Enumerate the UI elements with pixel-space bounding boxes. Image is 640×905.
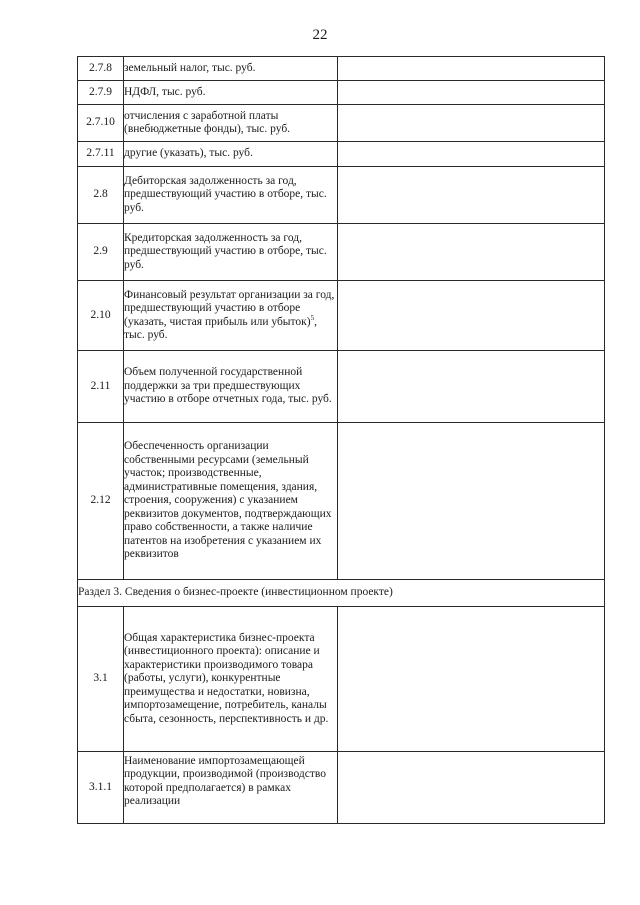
row-number: 3.1 xyxy=(78,607,124,752)
description-text: Наименование импортозамещающей продукции, производимой (производство которой предполагается) в рамках реализации xyxy=(124,754,326,807)
table-row xyxy=(78,142,605,167)
table-row xyxy=(78,167,605,224)
value-cell[interactable] xyxy=(338,607,605,752)
table-row xyxy=(78,105,605,142)
table-row xyxy=(78,224,605,281)
table-row xyxy=(78,351,605,423)
row-description: другие (указать), тыс. руб. xyxy=(124,142,338,167)
value-cell[interactable] xyxy=(338,57,605,81)
row-number: 2.7.11 xyxy=(78,142,124,167)
row-number: 2.9 xyxy=(78,224,124,281)
row-number: 2.7.9 xyxy=(78,81,124,105)
row-number: 2.7.10 xyxy=(78,105,124,142)
row-number: 2.10 xyxy=(78,281,124,351)
footnote-marker: 5 xyxy=(310,313,315,322)
page-number: 22 xyxy=(312,27,328,43)
value-cell[interactable] xyxy=(338,105,605,142)
table-row xyxy=(78,81,605,105)
value-cell[interactable] xyxy=(338,167,605,224)
row-description: Объем полученной государственной поддержки за три предшествующих участию в отборе отчетных года, тыс. руб. xyxy=(124,351,338,423)
row-description: Дебиторская задолженность за год, предшествующий участию в отборе, тыс. руб. xyxy=(124,167,338,224)
row-description: Общая характеристика бизнес-проекта (инвестиционного проекта): описание и характеристики производимого товара (работы, услуги), конкурентные преимущества и недостатки, новизна, импортозамещение, потребитель, каналы сбыта, сезонность, перспективность и др. xyxy=(124,607,338,752)
application-form-table xyxy=(77,56,605,824)
value-cell[interactable] xyxy=(338,142,605,167)
row-number: 2.12 xyxy=(78,423,124,580)
description-text-suffix: , тыс. руб. xyxy=(124,315,317,341)
row-description: Кредиторская задолженность за год, предшествующий участию в отборе, тыс. руб. xyxy=(124,224,338,281)
row-number: 2.11 xyxy=(78,351,124,423)
section-header-row xyxy=(78,580,605,607)
row-number: 2.7.8 xyxy=(78,57,124,81)
value-cell[interactable] xyxy=(338,224,605,281)
value-cell[interactable] xyxy=(338,423,605,580)
row-description xyxy=(124,281,338,351)
table-row xyxy=(78,423,605,580)
value-cell[interactable] xyxy=(338,81,605,105)
row-description: Обеспеченность организации собственными ресурсами (земельный участок; производственные, административные помещения, здания, строения, сооружения) с указанием реквизитов документов, подтверждающих право собственности, а также наличие патентов на изобретения с указанием их реквизитов xyxy=(124,423,338,580)
table-row xyxy=(78,281,605,351)
table-row xyxy=(78,607,605,752)
row-number: 3.1.1 xyxy=(78,752,124,824)
row-description: земельный налог, тыс. руб. xyxy=(124,57,338,81)
value-cell[interactable] xyxy=(338,752,605,824)
value-cell[interactable] xyxy=(338,281,605,351)
row-description: отчисления с заработной платы (внебюджетные фонды), тыс. руб. xyxy=(124,105,338,142)
row-description: НДФЛ, тыс. руб. xyxy=(124,81,338,105)
description-text: Финансовый результат организации за год, предшествующий участию в отборе (указать, чистая прибыль или убыток) xyxy=(124,288,335,328)
table-row xyxy=(78,57,605,81)
value-cell[interactable] xyxy=(338,351,605,423)
row-number: 2.8 xyxy=(78,167,124,224)
row-description xyxy=(124,752,338,824)
section-title: Раздел 3. Сведения о бизнес-проекте (инвестиционном проекте) xyxy=(78,580,605,607)
table-row xyxy=(78,752,605,824)
